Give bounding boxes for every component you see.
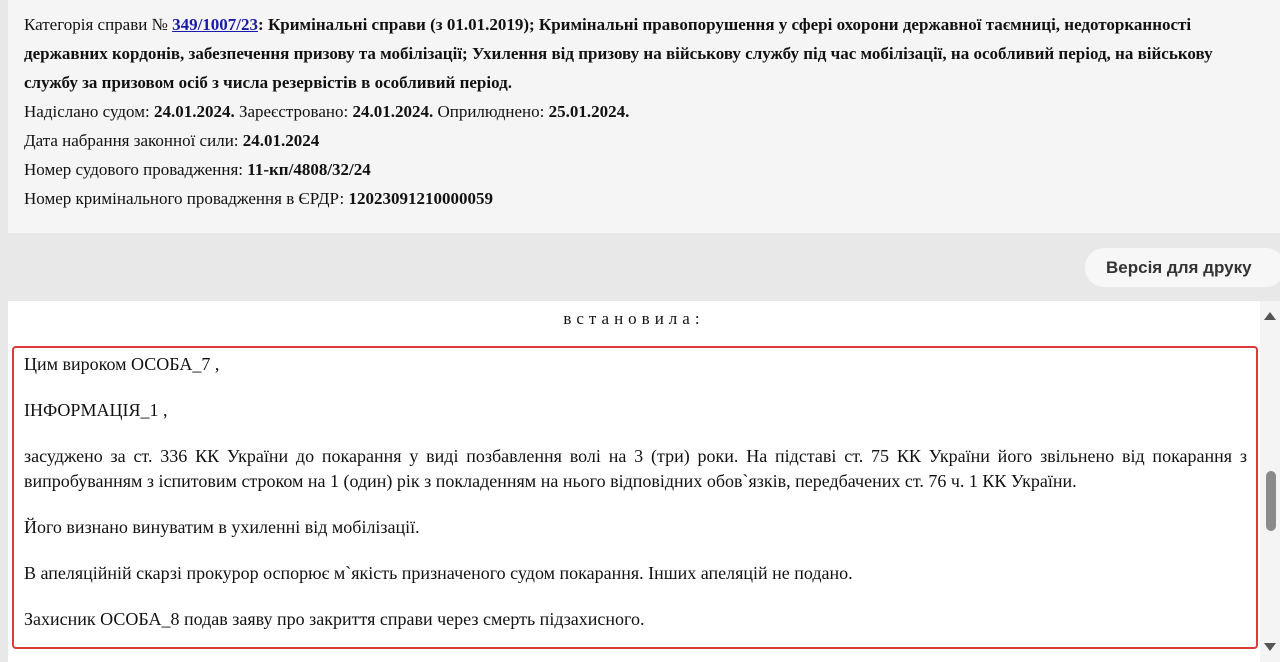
- case-category: [24, 10, 1264, 97]
- criminal-proceeding-label: Номер кримінального провадження в ЄРДР:: [24, 189, 349, 208]
- paragraph: Захисник ОСОБА_8 подав заяву про закриття справи через смерть підзахисного.: [24, 609, 645, 629]
- published-label: Оприлюднено:: [433, 102, 549, 121]
- sent-label: Надіслано судом:: [24, 102, 154, 121]
- print-version-button[interactable]: Версія для друку: [1085, 248, 1280, 287]
- court-proceeding-number: 11-кп/4808/32/24: [247, 160, 371, 179]
- scroll-thumb[interactable]: [1266, 471, 1276, 531]
- effective-date-row: [24, 126, 1264, 155]
- arrow-down-icon[interactable]: [1264, 643, 1276, 651]
- paragraph: В апеляційній скарзі прокурор оспорює м`якість призначеного судом покарання. Інших апеляцій не подано.: [24, 563, 853, 583]
- document-scrollbar[interactable]: [1260, 301, 1280, 662]
- registered-label: Зареєстровано:: [234, 102, 353, 121]
- sent-date: 24.01.2024.: [153, 102, 235, 121]
- case-info-card: [8, 0, 1280, 233]
- paragraph: ІНФОРМАЦІЯ_1 ,: [24, 400, 168, 420]
- document-panel: [8, 301, 1260, 662]
- criminal-proceeding-number: 12023091210000059: [348, 189, 494, 208]
- category-text: : Кримінальні справи (з 01.01.2019); Кримінальні правопорушення у сфері охорони державної таємниці, недоторканності державних кордонів, забезпечення призову та мобілізації; Ухилення від призову на військову службу під час мобілізації, на особливий період, на військову службу за призовом осіб з числа резервістів в особливий період.: [24, 15, 1213, 92]
- criminal-proceeding-row: [24, 184, 1264, 213]
- arrow-up-icon[interactable]: [1264, 312, 1276, 320]
- highlighted-verdict-text: [12, 346, 1258, 649]
- effective-label: Дата набрання законної сили:: [24, 131, 243, 150]
- paragraph: засуджено за ст. 336 КК України до покарання у виді позбавлення волі на 3 (три) роки. На підставі ст. 75 КК України його звільнено від покарання з випробуванням з іспитовим строком на 1 (один) рік з покладенням на нього відповідних обов`язків, передбачених ст. 76 ч. 1 КК України.: [24, 446, 1247, 491]
- paragraph: Цим вироком ОСОБА_7 ,: [24, 354, 220, 374]
- published-date: 25.01.2024.: [548, 102, 630, 121]
- document-heading: встановила:: [563, 309, 705, 328]
- registered-date: 24.01.2024.: [352, 102, 434, 121]
- case-number-link[interactable]: 349/1007/23: [172, 15, 259, 34]
- effective-date: 24.01.2024: [242, 131, 320, 150]
- category-label: Категорія справи №: [24, 15, 173, 34]
- court-proceeding-label: Номер судового провадження:: [24, 160, 248, 179]
- case-dates: [24, 97, 1264, 126]
- paragraph: Його визнано винуватим в ухиленні від мобілізації.: [24, 517, 420, 537]
- court-proceeding-row: [24, 155, 1264, 184]
